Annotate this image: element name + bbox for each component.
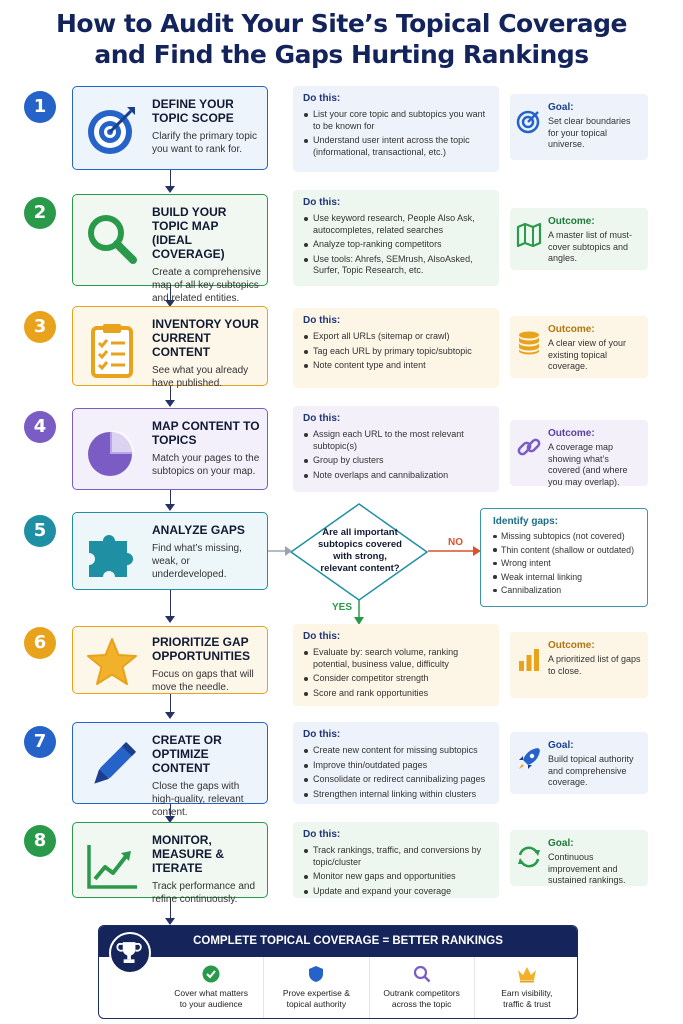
goal-box-1 [510,94,648,160]
identify-gaps-box [480,508,648,607]
arrow-3-4 [165,400,175,407]
step-title-1: DEFINE YOUR TOPIC SCOPE [152,97,234,125]
magnifier-icon [83,209,141,267]
outcome-title-2: Outcome: [548,216,595,227]
do-box-8 [293,822,499,898]
gaps-title: Identify gaps: [493,516,559,527]
list-item: Note content type and intent [303,360,491,372]
banner-headline: COMPLETE TOPICAL COVERAGE = BETTER RANKINGS [99,926,577,957]
list-item: Track rankings, traffic, and conversions by topic/cluster [303,845,491,868]
goal-box-7 [510,732,648,794]
step-desc-4: Match your pages to the subtopics on your map. [152,453,260,477]
step-card-7 [72,722,268,818]
connector-6-7 [170,694,171,714]
benefit-item: Outrank competitors across the topic [369,957,474,1019]
do-list-7 [303,745,491,800]
arrow-6-7 [165,712,175,719]
list-item: Cannibalization [493,585,639,595]
step-number-5: 5 [24,515,56,547]
do-list-6 [303,647,491,699]
list-item: Use tools: Ahrefs, SEMrush, AlsoAsked, Surfer, Topic Research, etc. [303,254,491,277]
bar-chart-icon [516,646,542,672]
goal-title-1: Goal: [548,102,574,113]
goal-title-7: Goal: [548,740,574,751]
outcome-box-6 [510,632,648,698]
step-title-8: MONITOR, MEASURE & ITERATE [152,833,225,875]
step-card-4 [72,408,268,490]
list-item: Group by clusters [303,455,491,467]
arrow-4-5 [165,504,175,511]
do-box-7 [293,722,499,804]
step-desc-1: Clarify the primary topic you want to rank for. [152,131,258,155]
benefit-item: Prove expertise & topical authority [263,957,368,1019]
do-title-2: Do this: [303,197,341,208]
database-icon [516,330,542,356]
goal-text-1: Set clear boundaries for your topical universe. [548,116,631,149]
step-number-6: 6 [24,627,56,659]
goal-box-8 [510,830,648,886]
list-item: Assign each URL to the most relevant subtopic(s) [303,429,491,452]
list-item: Consolidate or redirect cannibalizing pages [303,774,491,786]
step-title-6: PRIORITIZE GAP OPPORTUNITIES [152,635,251,663]
link-icon [516,434,542,460]
benefit-item: Earn visibility, traffic & trust [474,957,578,1019]
target-small-icon [516,108,542,134]
list-item: Consider competitor strength [303,673,491,685]
step-desc-8: Track performance and refine continuously. [152,881,256,905]
arrow-8-banner [165,918,175,925]
do-list-3 [303,331,491,372]
step-desc-5: Find what’s missing, weak, or underdeveloped. [152,543,242,580]
list-item: Export all URLs (sitemap or crawl) [303,331,491,343]
do-box-3 [293,308,499,388]
list-item: Score and rank opportunities [303,688,491,700]
gaps-list [493,531,639,595]
step-title-5: ANALYZE GAPS [152,523,245,537]
do-title-1: Do this: [303,93,341,104]
do-title-7: Do this: [303,729,341,740]
list-item: Improve thin/outdated pages [303,760,491,772]
step-card-8 [72,822,268,905]
step-card-2 [72,194,268,304]
outcome-title-4: Outcome: [548,428,595,439]
trophy-icon [111,934,149,972]
list-item: Weak internal linking [493,572,639,582]
step-number-8: 8 [24,825,56,857]
list-item: Update and expand your coverage [303,886,491,898]
outcome-text-6: A prioritized list of gaps to close. [548,654,641,676]
step-desc-7: Close the gaps with high-quality, relevant content. [152,781,244,818]
do-list-2 [303,213,491,277]
step-number-2: 2 [24,197,56,229]
shield-icon [307,965,325,983]
step-title-2: BUILD YOUR TOPIC MAP (IDEAL COVERAGE) [152,205,227,261]
outcome-text-3: A clear view of your existing topical coverage. [548,338,627,371]
step-desc-6: Focus on gaps that will move the needle. [152,669,254,693]
step-card-3 [72,306,268,389]
do-title-8: Do this: [303,829,341,840]
outcome-title-6: Outcome: [548,640,595,651]
list-item: List your core topic and subtopics you want to be known for [303,109,491,132]
arrow-5-6 [165,616,175,623]
outcome-text-2: A master list of must-cover subtopics and angles. [548,230,633,263]
list-item: Note overlaps and cannibalization [303,470,491,482]
goal-text-8: Continuous improvement and sustained rankings. [548,852,626,885]
decision-question: Are all important subtopics covered with strong, relevant content? [318,527,402,574]
outcome-box-2 [510,208,648,270]
target-icon [83,101,141,159]
rocket-icon [516,746,542,772]
step-number-3: 3 [24,311,56,343]
yes-label: YES [332,602,353,613]
crown-icon [517,965,537,983]
do-box-6 [293,624,499,706]
list-item: Evaluate by: search volume, ranking potential, business value, difficulty [303,647,491,670]
benefit-item: Cover what matters to your audience [159,957,263,1019]
step-number-1: 1 [24,91,56,123]
summary-banner [98,925,578,1019]
step-desc-2: Create a comprehensive map of all key subtopics and related entities. [152,267,261,304]
connector-5-6 [170,590,171,618]
step-card-5 [72,512,268,590]
search-icon [413,965,431,983]
list-item: Understand user intent across the topic (informational, transactional, etc.) [303,135,491,158]
list-item: Thin content (shallow or outdated) [493,545,639,555]
step-number-7: 7 [24,726,56,758]
clipboard-icon [83,321,141,379]
do-list-1 [303,109,491,158]
check-circle-icon [202,965,220,983]
list-item: Missing subtopics (not covered) [493,531,639,541]
star-icon [83,633,141,691]
pencil-icon [83,737,141,795]
step-card-6 [72,626,268,694]
list-item: Strengthen internal linking within clusters [303,789,491,801]
trophy-badge [109,932,151,974]
no-label: NO [448,537,463,548]
do-box-4 [293,406,499,492]
step-title-7: CREATE OR OPTIMIZE CONTENT [152,733,222,775]
outcome-title-3: Outcome: [548,324,595,335]
outcome-box-3 [510,316,648,378]
list-item: Tag each URL by primary topic/subtopic [303,346,491,358]
goal-text-7: Build topical authority and comprehensive coverage. [548,754,634,787]
arrow-1-2 [165,186,175,193]
step-number-4: 4 [24,411,56,443]
list-item: Monitor new gaps and opportunities [303,871,491,883]
do-list-8 [303,845,491,897]
outcome-text-4: A coverage map showing what’s covered (and where you may overlap). [548,442,628,487]
do-box-2 [293,190,499,286]
banner-benefits [159,957,578,1019]
outcome-box-4 [510,420,648,486]
do-title-6: Do this: [303,631,341,642]
list-item: Create new content for missing subtopics [303,745,491,757]
do-list-4 [303,429,491,481]
arrow-to-decision [268,545,292,557]
list-item: Analyze top-ranking competitors [303,239,491,251]
do-title-4: Do this: [303,413,341,424]
pie-chart-icon [83,423,141,481]
map-icon [516,222,542,248]
trend-chart-icon [83,837,141,895]
step-title-4: MAP CONTENT TO TOPICS [152,419,260,447]
puzzle-icon [83,527,141,585]
list-item: Use keyword research, People Also Ask, autocompletes, related searches [303,213,491,236]
arrow-yes [353,600,365,626]
goal-title-8: Goal: [548,838,574,849]
step-desc-3: See what you already have published. [152,365,249,389]
refresh-icon [516,844,542,870]
do-title-3: Do this: [303,315,341,326]
page-title: How to Audit Your Site’s Topical Coverage and Find the Gaps Hurting Rankings [55,9,628,69]
list-item: Wrong intent [493,558,639,568]
step-title-3: INVENTORY YOUR CURRENT CONTENT [152,317,259,359]
do-box-1 [293,86,499,172]
step-card-1 [72,86,268,170]
